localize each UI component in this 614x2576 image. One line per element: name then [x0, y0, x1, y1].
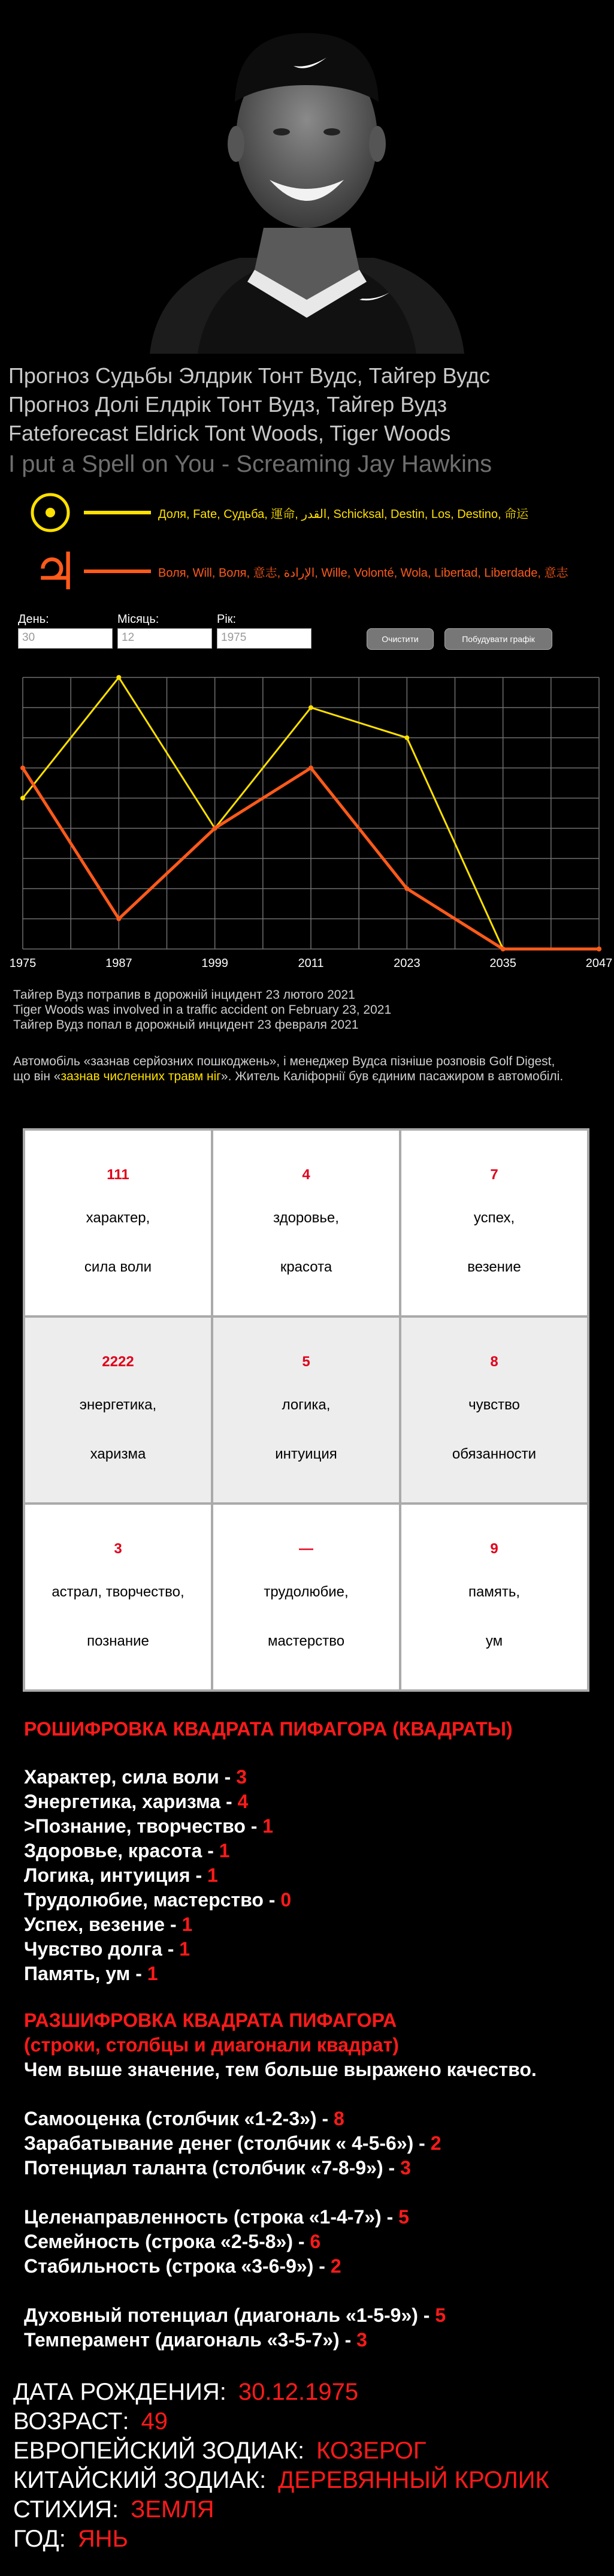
column-item [24, 2131, 441, 2156]
summary-label: ВОЗРАСТ: [13, 2408, 129, 2435]
x-tick-label: 1987 [105, 957, 132, 970]
title-ru: Прогноз Судьбы Элдрик Тонт Вудс, Тайгер Вудс [8, 363, 490, 388]
fate-will-chart [0, 665, 614, 977]
svg-text:♃: ♃ [32, 547, 79, 595]
cell-label: познание [87, 1633, 149, 1649]
cell-label: память, [468, 1584, 520, 1600]
decoding-item [24, 1814, 273, 1839]
square-cell [400, 1504, 588, 1691]
decoding-item [24, 1765, 247, 1789]
legend-will [19, 547, 568, 595]
year-input[interactable]: 1975 [217, 628, 311, 649]
square-cell [24, 1129, 212, 1316]
summary-value: ДЕРЕВЯННЫЙ КРОЛИК [278, 2467, 549, 2493]
cell-value: 7 [490, 1167, 498, 1183]
news-paragraph [13, 1054, 564, 1084]
news-ru: Тайгер Вудз попал в дорожный инцидент 23 февраля 2021 [13, 1018, 359, 1032]
cell-value: 4 [302, 1167, 310, 1183]
decoding-value: 1 [262, 1815, 274, 1837]
summary-year [13, 2524, 128, 2554]
line-value: 5 [398, 2206, 409, 2228]
summary-value: КОЗЕРОГ [316, 2438, 427, 2464]
cell-label: трудолюбие, [264, 1584, 349, 1600]
data-point [116, 917, 121, 921]
cell-value: 9 [490, 1541, 498, 1557]
square-cell [400, 1316, 588, 1504]
line-value: 8 [334, 2108, 344, 2129]
decoding-item [24, 1863, 218, 1888]
build-chart-button[interactable]: Побудувати графік [444, 628, 552, 650]
decoding-label: Здоровье, красота - [24, 1840, 219, 1861]
year-label: Рік: [217, 613, 237, 626]
decoding-label: Энергетика, харизма - [24, 1791, 238, 1812]
summary-value: 49 [141, 2408, 168, 2435]
line-value: 6 [310, 2231, 321, 2252]
line-label: Духовный потенциал (диагональ «1-5-9») - [24, 2304, 435, 2326]
x-tick-label: 1999 [201, 957, 228, 970]
row-item [24, 2229, 320, 2254]
title-en: Fateforecast Eldrick Tont Woods, Tiger Woods [8, 421, 451, 445]
cell-value: 3 [114, 1541, 122, 1557]
data-point [404, 886, 409, 891]
cell-label: интуиция [275, 1446, 337, 1462]
data-point [116, 675, 121, 680]
summary-element [13, 2495, 214, 2524]
cell-label: красота [280, 1259, 332, 1275]
decoding-title: РОШИФРОВКА КВАДРАТА ПИФАГОРА (КВАДРАТЫ) [24, 1718, 513, 1740]
cell-value: 8 [490, 1354, 498, 1370]
cell-label: харизма [90, 1446, 146, 1462]
data-point [308, 766, 313, 770]
decoding-value: 1 [179, 1938, 190, 1960]
decoding-item [24, 1912, 192, 1937]
news-paragraph-end: ». Житель Каліфорнії був єдиним пасажиром в автомобілі. [220, 1069, 564, 1083]
square-cell [400, 1129, 588, 1316]
decoding-item [24, 1937, 190, 1962]
x-tick-label: 2047 [585, 957, 613, 970]
cell-label: обязанности [452, 1446, 537, 1462]
clear-button[interactable]: Очистити [367, 628, 434, 650]
summary-label: СТИХИЯ: [13, 2496, 119, 2523]
pythagoras-square [23, 1128, 589, 1692]
decoding-value: 1 [207, 1864, 218, 1886]
cell-label: сила воли [84, 1259, 152, 1275]
data-point [308, 705, 313, 710]
summary-label: КИТАЙСКИЙ ЗОДИАК: [13, 2467, 267, 2493]
line-label: Семейность (строка «2-5-8») - [24, 2231, 310, 2252]
cell-value: 5 [302, 1354, 310, 1370]
cell-value: — [299, 1541, 313, 1557]
decoding-value: 3 [236, 1766, 247, 1788]
song-link[interactable]: I put a Spell on You - Screaming Jay Hawkins [8, 451, 492, 477]
line-label: Целенаправленность (строка «1-4-7») - [24, 2206, 399, 2228]
decoding-value: 1 [182, 1914, 193, 1935]
square-cell [212, 1316, 400, 1504]
decoding-label: Трудолюбие, мастерство - [24, 1889, 281, 1911]
summary-label: ГОД: [13, 2526, 66, 2552]
month-input[interactable]: 12 [117, 628, 212, 649]
legend-fate-label: Доля, Fate, Судьба, 運命, القدر, Schicksal, Destin, Los, Destino, 命运 [158, 507, 529, 521]
line-label: Темперамент (диагональ «3-5-7») - [24, 2329, 357, 2351]
x-tick-label: 2011 [298, 957, 324, 970]
fate-line-swatch [84, 510, 156, 516]
summary-value: ЗЕМЛЯ [131, 2496, 214, 2523]
cell-value: 111 [107, 1167, 129, 1183]
row-item [24, 2254, 341, 2279]
summary-label: ЕВРОПЕЙСКИЙ ЗОДИАК: [13, 2438, 305, 2464]
decoding-label: Успех, везение - [24, 1914, 182, 1935]
lines-title: РАЗШИФРОВКА КВАДРАТА ПИФАГОРА [24, 2009, 397, 2031]
column-item [24, 2107, 344, 2131]
cell-value: 2222 [102, 1354, 134, 1370]
decoding-item [24, 1789, 248, 1814]
decoding-label: Чувство долга - [24, 1938, 180, 1960]
column-item [24, 2156, 411, 2180]
news-en: Tiger Woods was involved in a traffic accident on February 23, 2021 [13, 1003, 392, 1017]
portrait-photo [0, 0, 614, 354]
decoding-value: 1 [147, 1963, 158, 1984]
decoding-label: >Познание, творчество - [24, 1815, 263, 1837]
summary-age [13, 2407, 168, 2436]
data-point [501, 947, 506, 951]
day-label: День: [18, 613, 49, 626]
news-injury-link[interactable]: зазнав численних травм ніг [61, 1069, 221, 1083]
data-point [20, 796, 25, 800]
decoding-label: Логика, интуиция - [24, 1864, 207, 1886]
data-point [404, 736, 409, 740]
lines-note: Чем выше значение, тем больше выражено качество. [24, 2059, 537, 2080]
cell-label: ум [485, 1633, 503, 1649]
decoding-item [24, 1888, 291, 1912]
cell-label: мастерство [267, 1633, 345, 1649]
line-value: 2 [330, 2255, 341, 2277]
cell-label: везение [467, 1259, 521, 1275]
row-item [24, 2205, 409, 2229]
decoding-value: 4 [237, 1791, 249, 1812]
legend-fate [19, 492, 528, 534]
cell-label: чувство [468, 1397, 520, 1413]
decoding-label: Память, ум - [24, 1963, 147, 1984]
month-label: Місяць: [117, 613, 159, 626]
data-point [597, 947, 601, 951]
line-label: Стабильность (строка «3-6-9») - [24, 2255, 331, 2277]
line-label: Самооценка (столбчик «1-2-3») - [24, 2108, 334, 2129]
summary-value: ЯНЬ [77, 2526, 128, 2552]
x-tick-label: 1975 [9, 957, 37, 970]
summary-european-zodiac [13, 2436, 427, 2466]
summary-chinese-zodiac [13, 2466, 549, 2495]
decoding-item [24, 1839, 230, 1863]
data-point [213, 826, 217, 831]
line-value: 5 [435, 2304, 446, 2326]
day-input[interactable]: 30 [18, 628, 113, 649]
cell-label: астрал, творчество, [52, 1584, 184, 1600]
sun-symbol-icon [19, 492, 79, 534]
news-paragraph-start: Автомобіль «зазнав серйозних пошкоджень», і менеджер Вудса пізніше розповів Golf Digest, що він « [13, 1054, 555, 1083]
summary-label: ДАТА РОЖДЕНИЯ: [13, 2379, 226, 2405]
square-cell [24, 1316, 212, 1504]
square-cell [24, 1504, 212, 1691]
line-value: 2 [430, 2132, 441, 2154]
jupiter-symbol-icon [19, 547, 79, 595]
cell-label: энергетика, [79, 1397, 157, 1413]
line-label: Зарабатывание денег (столбчик « 4-5-6») - [24, 2132, 431, 2154]
x-tick-label: 2035 [489, 957, 516, 970]
decoding-label: Характер, сила воли - [24, 1766, 237, 1788]
square-cell [212, 1129, 400, 1316]
lines-subtitle: (строки, столбцы и диагонали квадрат) [24, 2034, 399, 2056]
cell-label: здоровье, [273, 1210, 339, 1226]
line-value: 3 [400, 2157, 411, 2179]
summary-value: 30.12.1975 [238, 2379, 359, 2405]
legend-will-label: Воля, Will, Воля, 意志, الإرادة, Wille, Volonté, Wola, Libertad, Liberdade, 意志 [158, 566, 568, 580]
decoding-value: 0 [280, 1889, 292, 1911]
cell-label: логика, [282, 1397, 331, 1413]
line-value: 3 [356, 2329, 367, 2351]
news-uk: Тайгер Вудз потрапив в дорожній інцидент 23 лютого 2021 [13, 988, 355, 1002]
summary-birthdate [13, 2378, 358, 2407]
decoding-item [24, 1962, 158, 1986]
title-uk: Прогноз Долі Елдрік Тонт Вудз, Тайгер Вудз [8, 392, 447, 417]
decoding-value: 1 [219, 1840, 230, 1861]
will-line-swatch [84, 568, 156, 574]
cell-label: характер, [86, 1210, 150, 1226]
diagonal-item [24, 2328, 367, 2352]
x-tick-label: 2023 [394, 957, 421, 970]
diagonal-item [24, 2303, 446, 2328]
data-point [20, 766, 25, 770]
line-label: Потенциал таланта (столбчик «7-8-9») - [24, 2157, 401, 2179]
square-cell [212, 1504, 400, 1691]
cell-label: успех, [473, 1210, 515, 1226]
